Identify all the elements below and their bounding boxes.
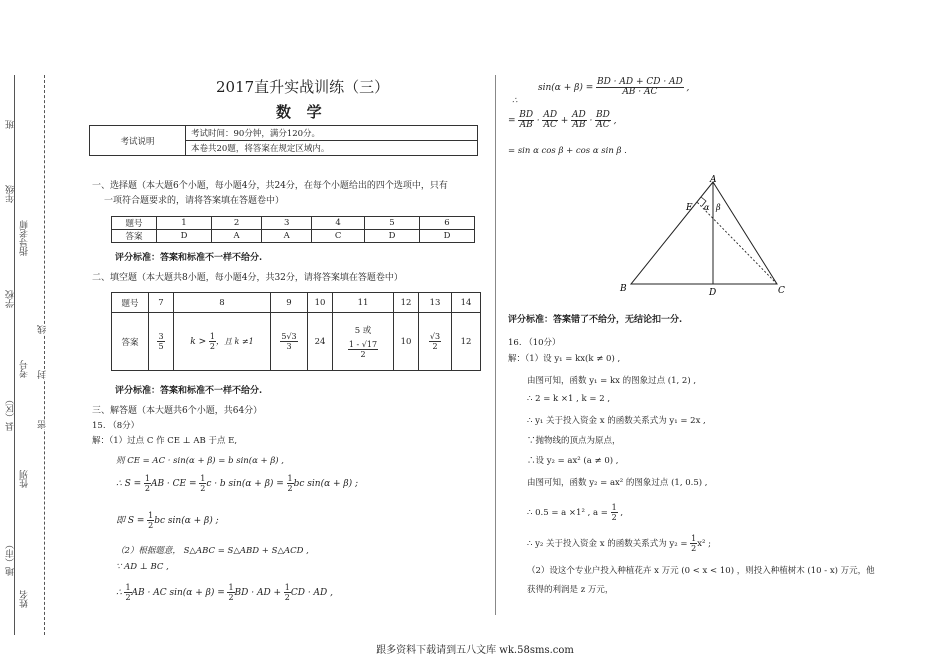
q15-line4: 即 S = $\frac{1}{2}$ bc sin(α + β) ; bbox=[116, 511, 219, 530]
section1-standard: 评分标准：答案和标准不一样不给分. bbox=[115, 253, 263, 263]
section1-heading2: 一项符合题要求的，请将答案填在答题卷中） bbox=[104, 196, 285, 206]
q15-line3: ∴ S = $\frac{1}{2}$ AB · CE = $\frac{1}{2}$ c · b sin(α + β) = $\frac{1}{2}$ bc sin(α + β) ; bbox=[116, 474, 359, 493]
q16-s6: ∴设 y₂ = ax² (a ≠ 0) , bbox=[527, 456, 619, 466]
q-number: 3 bbox=[262, 217, 312, 230]
q-number: 13 bbox=[419, 293, 452, 313]
r-therefore: ∴ bbox=[512, 96, 518, 106]
answer-10: 24 bbox=[308, 313, 333, 371]
seal-char-xian: 线 bbox=[38, 325, 48, 334]
side-label-ban: 班 bbox=[6, 120, 16, 129]
q-number: 9 bbox=[271, 293, 308, 313]
q16-s10: （2）设这个专业户投入种植花卉 x 万元 (0 < x < 10) ，则投入种植树木 (10 - x) 万元，他 bbox=[527, 566, 875, 576]
q15-line5: （2）根据题意， S△ABC = S△ABD + S△ACD , bbox=[116, 546, 309, 556]
q16-s1: 解：（1）设 y₁ = kx(k ≠ 0) , bbox=[508, 354, 621, 364]
answer-cell: A bbox=[211, 230, 261, 243]
q-number: 7 bbox=[149, 293, 174, 313]
q16-s9: ∴ y₂ 关于投入资金 x 的函数关系式为 y₂ = $\frac{1}{2}$ x² ; bbox=[527, 534, 712, 553]
side-label-nianji: 年级 bbox=[6, 185, 16, 203]
q-number: 1 bbox=[157, 217, 212, 230]
answer-7: $\frac{3}{5}$ bbox=[149, 313, 174, 371]
answer-cell: C bbox=[312, 230, 365, 243]
q15-label: 15. （8分） bbox=[92, 421, 140, 431]
label-E: E bbox=[686, 203, 693, 213]
q-number: 6 bbox=[419, 217, 474, 230]
answer-cell: D bbox=[365, 230, 420, 243]
fill-answer-table bbox=[111, 292, 481, 371]
row-label: 题号 bbox=[112, 293, 149, 313]
row-label: 答案 bbox=[112, 230, 157, 243]
r-line3: = sin α cos β + cos α sin β . bbox=[508, 146, 627, 156]
exam-info-table bbox=[89, 125, 478, 156]
exam-info-label: 考试说明 bbox=[90, 126, 186, 156]
section1-heading: 一、选择题（本大题6个小题，每小题4分，共24分，在每个小题给出的四个选项中，只有 bbox=[92, 181, 448, 191]
answer-8: k > $\frac{1}{2}$ ，且 k ≠1 bbox=[174, 313, 271, 371]
answer-12: 10 bbox=[394, 313, 419, 371]
q-number: 4 bbox=[312, 217, 365, 230]
q-number: 14 bbox=[452, 293, 481, 313]
side-label-xingming: 姓名 bbox=[20, 590, 30, 608]
label-beta: β bbox=[716, 203, 721, 212]
triangle-abc bbox=[631, 182, 777, 284]
q15-line7: ∴ $\frac{1}{2}$ AB · AC sin(α + β) = $\frac{1}{2}$ BD · AD + $\frac{1}{2}$ CD · AD , bbox=[116, 583, 333, 602]
q16-s5: ∵抛物线的顶点为原点， bbox=[527, 436, 621, 446]
q15-line2: 则 CE = AC · sin(α + β) = b sin(α + β) , bbox=[116, 456, 284, 466]
q15-line1: 解：（1）过点 C 作 CE ⊥ AB 于点 E, bbox=[92, 436, 238, 446]
segment-ce bbox=[697, 202, 777, 284]
q-number: 11 bbox=[333, 293, 394, 313]
q-number: 2 bbox=[211, 217, 261, 230]
q16-s7: 由图可知，函数 y₂ = ax² 的图象过点 (1, 0.5) , bbox=[527, 478, 708, 488]
q-number: 8 bbox=[174, 293, 271, 313]
subject-title: 数 学 bbox=[276, 103, 322, 121]
page-title: 2017直升实战训练（三） bbox=[216, 78, 390, 96]
side-label-xingbie: 性别 bbox=[20, 470, 30, 488]
q16-label: 16. （10分） bbox=[508, 338, 561, 348]
page-footer: 跟多资料下载请到五八文库 wk.58sms.com bbox=[376, 645, 574, 656]
label-alpha: α bbox=[704, 203, 710, 212]
q16-s3: ∴ 2 = k ×1 , k = 2 , bbox=[527, 394, 611, 404]
q16-s2: 由图可知，函数 y₁ = kx 的图象过点 (1, 2) , bbox=[527, 376, 697, 386]
row-label: 题号 bbox=[112, 217, 157, 230]
answer-14: 12 bbox=[452, 313, 481, 371]
exam-info-line1: 考试时间：90分钟，满分120分。 bbox=[186, 126, 478, 141]
section2-heading: 二、填空题（本大题共8小题，每小题4分，共32分，请将答案填在答题卷中） bbox=[92, 273, 403, 283]
triangle-figure bbox=[615, 172, 795, 300]
answer-9: $\frac{5√3}{3}$ bbox=[271, 313, 308, 371]
seal-char-feng: 封 bbox=[38, 370, 48, 379]
side-label-kaohao: 考号 bbox=[20, 360, 30, 378]
q-number: 5 bbox=[365, 217, 420, 230]
r-line2: = $\frac{BD}{AB}$ · $\frac{AD}{AC}$ + $\frac{AD}{AB}$ · $\frac{BD}{AC}$ , bbox=[508, 110, 617, 130]
side-label-dishi: 地（市） bbox=[6, 540, 16, 576]
label-D: D bbox=[709, 288, 717, 298]
q-number: 12 bbox=[394, 293, 419, 313]
choice-answer-table bbox=[111, 216, 475, 243]
q16-s11: 获得的利润是 z 万元， bbox=[527, 585, 614, 595]
column-divider bbox=[495, 75, 496, 615]
answer-11: 5 或 $\frac{1 - √17}{2}$ bbox=[333, 313, 394, 371]
q16-s8: ∴ 0.5 = a ×1² , a = $\frac{1}{2}$ , bbox=[527, 503, 624, 522]
side-label-xuexiao: 学校 bbox=[6, 290, 16, 308]
row-label: 答案 bbox=[112, 313, 149, 371]
label-A: A bbox=[710, 175, 717, 185]
side-label-xianqu: 县（区） bbox=[6, 395, 16, 431]
r-line1: sin(α + β) = $\frac{BD \cdot AD + CD \cdot AD}{AB \cdot AC}$ , bbox=[538, 77, 690, 97]
binding-line-dashed bbox=[44, 75, 45, 635]
answer-cell: D bbox=[419, 230, 474, 243]
q-number: 10 bbox=[308, 293, 333, 313]
q15-line6: ∵ AD ⊥ BC , bbox=[116, 562, 169, 572]
answer-13: $\frac{√3}{2}$ bbox=[419, 313, 452, 371]
seal-char-mi: 密 bbox=[38, 420, 48, 429]
side-label-zhidao: 指导老师 bbox=[20, 220, 30, 256]
section3-heading: 三、解答题（本大题共6个小题，共64分） bbox=[92, 406, 263, 416]
q16-s4: ∴ y₁ 关于投入资金 x 的函数关系式为 y₁ = 2x , bbox=[527, 416, 706, 426]
label-C: C bbox=[778, 286, 785, 296]
label-B: B bbox=[620, 284, 627, 294]
answer-cell: A bbox=[262, 230, 312, 243]
section2-standard: 评分标准：答案和标准不一样不给分. bbox=[115, 386, 263, 396]
answer-cell: D bbox=[157, 230, 212, 243]
right-standard: 评分标准：答案错了不给分，无结论扣一分. bbox=[508, 315, 683, 325]
exam-info-line2: 本卷共20题，将答案在规定区域内。 bbox=[186, 141, 478, 156]
